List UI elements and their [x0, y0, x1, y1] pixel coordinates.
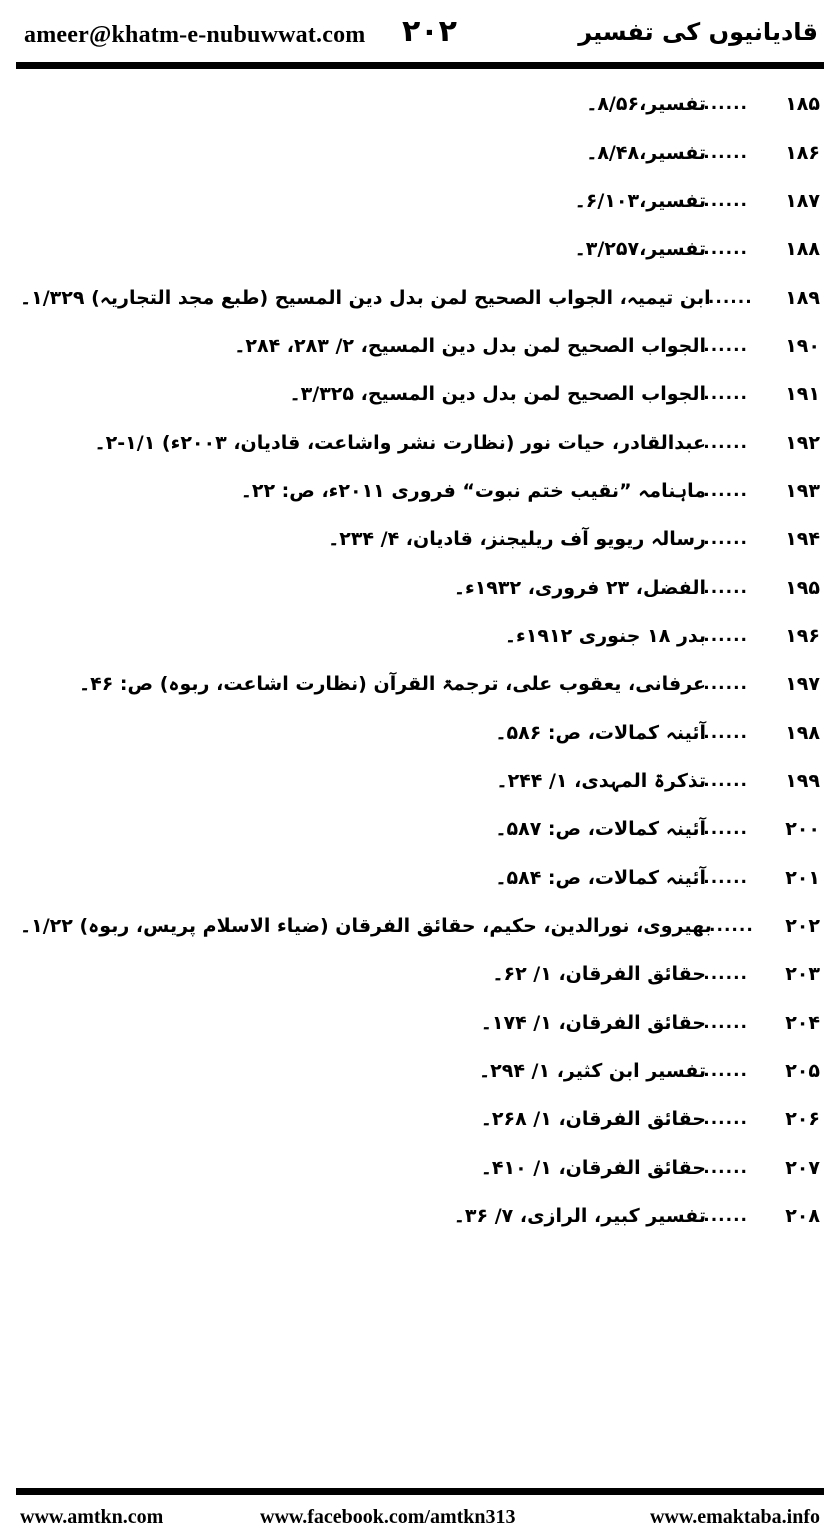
- footnote-number: ۱۹۶: [785, 624, 820, 647]
- footnote-dots: ......: [703, 625, 748, 646]
- footnote-dots: ......: [703, 190, 748, 211]
- footnote-dots: ......: [707, 287, 753, 308]
- footnote-number: ۱۸۹: [785, 286, 820, 309]
- footnote-text: الجواب الصحیح لمن بدل دین المسیح، ۳/۳۲۵۔: [289, 383, 706, 406]
- footnote-text: ابن تیمیہ، الجواب الصحیح لمن بدل دین المسیح (طبع مجد التجاریہ) ۱/۳۲۹۔: [20, 286, 711, 309]
- footnote-item: [20, 322, 820, 370]
- footnote-item: [20, 563, 820, 611]
- footnote-item: [20, 515, 820, 563]
- footnote-item: [20, 273, 820, 321]
- footnote-list: [20, 80, 820, 1240]
- footnote-text: تفسیر،۶/۱۰۳۔: [574, 189, 706, 212]
- footnote-dots: ......: [703, 384, 748, 405]
- footnote-item: [20, 80, 820, 128]
- footnote-text: تفسیر ابن کثیر، ۱/ ۲۹۴۔: [478, 1060, 706, 1083]
- footnote-number: ۱۹۴: [785, 528, 820, 551]
- footnote-item: [20, 467, 820, 515]
- footnote-text: آئینہ کمالات، ص: ۵۸۷۔: [495, 818, 706, 841]
- footnote-text: تفسیر،۳/۲۵۷۔: [574, 238, 706, 261]
- footnote-dots: ......: [703, 867, 748, 888]
- footnote-dots: ......: [703, 770, 748, 791]
- footnote-number: ۲۰۰: [785, 818, 820, 841]
- footnote-number: ۱۹۲: [785, 431, 820, 454]
- footnote-item: [20, 757, 820, 805]
- footnote-dots: ......: [709, 916, 754, 937]
- footnote-item: [20, 1192, 820, 1240]
- footnote-item: [20, 805, 820, 853]
- footnote-text: حقائق الفرقان، ۱/ ۴۱۰۔: [480, 1156, 706, 1179]
- footnote-number: ۱۹۸: [785, 721, 820, 744]
- footnote-number: ۲۰۶: [785, 1108, 820, 1131]
- footnote-dots: ......: [703, 1061, 748, 1082]
- footnote-item: [20, 999, 820, 1047]
- footnote-item: [20, 708, 820, 756]
- footnote-dots: ......: [703, 335, 748, 356]
- footnote-number: ۲۰۴: [785, 1011, 820, 1034]
- footnote-text: الفضل، ۲۳ فروری، ۱۹۳۲ء۔: [453, 576, 706, 599]
- footnote-dots: ......: [703, 722, 748, 743]
- footer-divider: [16, 1488, 824, 1495]
- footnote-item: [20, 854, 820, 902]
- footnote-text: حقائق الفرقان، ۱/ ۶۲۔: [492, 963, 706, 986]
- footnote-number: ۲۰۵: [785, 1060, 820, 1083]
- footnote-text: حقائق الفرقان، ۱/ ۲۶۸۔: [480, 1108, 706, 1131]
- footnote-number: ۱۹۰: [785, 334, 820, 357]
- footnote-text: تفسیر،۸/۴۸۔: [586, 141, 706, 164]
- book-title: قادیانیوں کی تفسیر: [578, 18, 818, 46]
- footnote-text: الجواب الصحیح لمن بدل دین المسیح، ۲/ ۲۸۳، ۲۸۴۔: [234, 334, 706, 357]
- footnote-dots: ......: [703, 964, 748, 985]
- footnote-number: ۱۹۹: [785, 769, 820, 792]
- footnote-item: [20, 1144, 820, 1192]
- footnote-item: [20, 370, 820, 418]
- footnote-dots: ......: [703, 94, 748, 115]
- footnote-item: [20, 612, 820, 660]
- footnote-number: ۱۸۶: [785, 141, 820, 164]
- footnote-text: حقائق الفرقان، ۱/ ۱۷۴۔: [480, 1011, 706, 1034]
- footnote-dots: ......: [703, 1206, 748, 1227]
- footnote-number: ۱۹۵: [785, 576, 820, 599]
- footnote-text: آئینہ کمالات، ص: ۵۸۶۔: [495, 721, 706, 744]
- footnote-text: تفسیر،۸/۵۶۔: [586, 93, 706, 116]
- footnote-number: ۲۰۳: [785, 963, 820, 986]
- footnote-number: ۱۸۷: [785, 189, 820, 212]
- footnote-dots: ......: [703, 1157, 748, 1178]
- footnote-text: تفسیر کبیر، الرازی، ۷/ ۳۶۔: [453, 1205, 706, 1228]
- footnote-item: [20, 1095, 820, 1143]
- footnote-item: [20, 660, 820, 708]
- footer-link-facebook[interactable]: www.facebook.com/amtkn313: [260, 1506, 516, 1528]
- footnote-number: ۲۰۷: [785, 1156, 820, 1179]
- footnote-text: آئینہ کمالات، ص: ۵۸۴۔: [495, 866, 706, 889]
- footnote-text: عرفانی، یعقوب علی، ترجمۃ القرآن (نظارت اشاعت، ربوہ) ص: ۴۶۔: [78, 673, 706, 696]
- footnote-number: ۲۰۱: [785, 866, 820, 889]
- footnote-number: ۲۰۲: [785, 915, 820, 938]
- footnote-number: ۲۰۸: [785, 1205, 820, 1228]
- footnote-dots: ......: [703, 239, 748, 260]
- footnote-text: عبدالقادر، حیات نور (نظارت نشر واشاعت، قادیان، ۲۰۰۳ء) ۱/۱-۲۔: [94, 431, 706, 454]
- footer-link-emaktaba[interactable]: www.emaktaba.info: [649, 1506, 820, 1528]
- footnote-number: ۱۹۳: [785, 479, 820, 502]
- footnote-dots: ......: [703, 1109, 748, 1130]
- footnote-dots: ......: [703, 1012, 748, 1033]
- footnote-item: [20, 225, 820, 273]
- footnote-dots: ......: [703, 142, 748, 163]
- footnote-item: [20, 950, 820, 998]
- footnote-item: [20, 128, 820, 176]
- footnote-dots: ......: [703, 480, 748, 501]
- footnote-dots: ......: [703, 432, 748, 453]
- footnote-text: رسالہ ریویو آف ریلیجنز، قادیان، ۴/ ۲۳۴۔: [328, 528, 706, 551]
- header-divider: [16, 62, 824, 69]
- footnote-dots: ......: [703, 577, 748, 598]
- footnote-text: تذکرۃ المہدی، ۱/ ۲۴۴۔: [496, 769, 706, 792]
- footnote-text: ماہنامہ ”نقیب ختم نبوت“ فروری ۲۰۱۱ء، ص: ۲۲۔: [240, 479, 706, 502]
- footnote-dots: ......: [703, 529, 748, 550]
- footnote-number: ۱۹۱: [785, 383, 820, 406]
- footnote-item: [20, 418, 820, 466]
- footnote-item: [20, 902, 820, 950]
- page-number: ۲۰۲: [402, 14, 457, 49]
- footnote-number: ۱۸۸: [785, 238, 820, 261]
- footnote-text: بھیروی، نورالدین، حکیم، حقائق الفرقان (ضیاء الاسلام پریس، ربوہ) ۱/۲۲۔: [20, 915, 712, 938]
- footnote-item: [20, 177, 820, 225]
- footnote-dots: ......: [703, 674, 748, 695]
- header-email: ameer@khatm-e-nubuwwat.com: [24, 22, 366, 48]
- page-header: [14, 14, 826, 58]
- footnote-item: [20, 1047, 820, 1095]
- footnote-text: بدر ۱۸ جنوری ۱۹۱۲ء۔: [504, 624, 706, 647]
- footnote-dots: ......: [703, 819, 748, 840]
- page-footer: [20, 1506, 820, 1534]
- footer-link-amtkn[interactable]: www.amtkn.com: [20, 1506, 164, 1528]
- footnote-number: ۱۹۷: [785, 673, 820, 696]
- footnote-number: ۱۸۵: [785, 93, 820, 116]
